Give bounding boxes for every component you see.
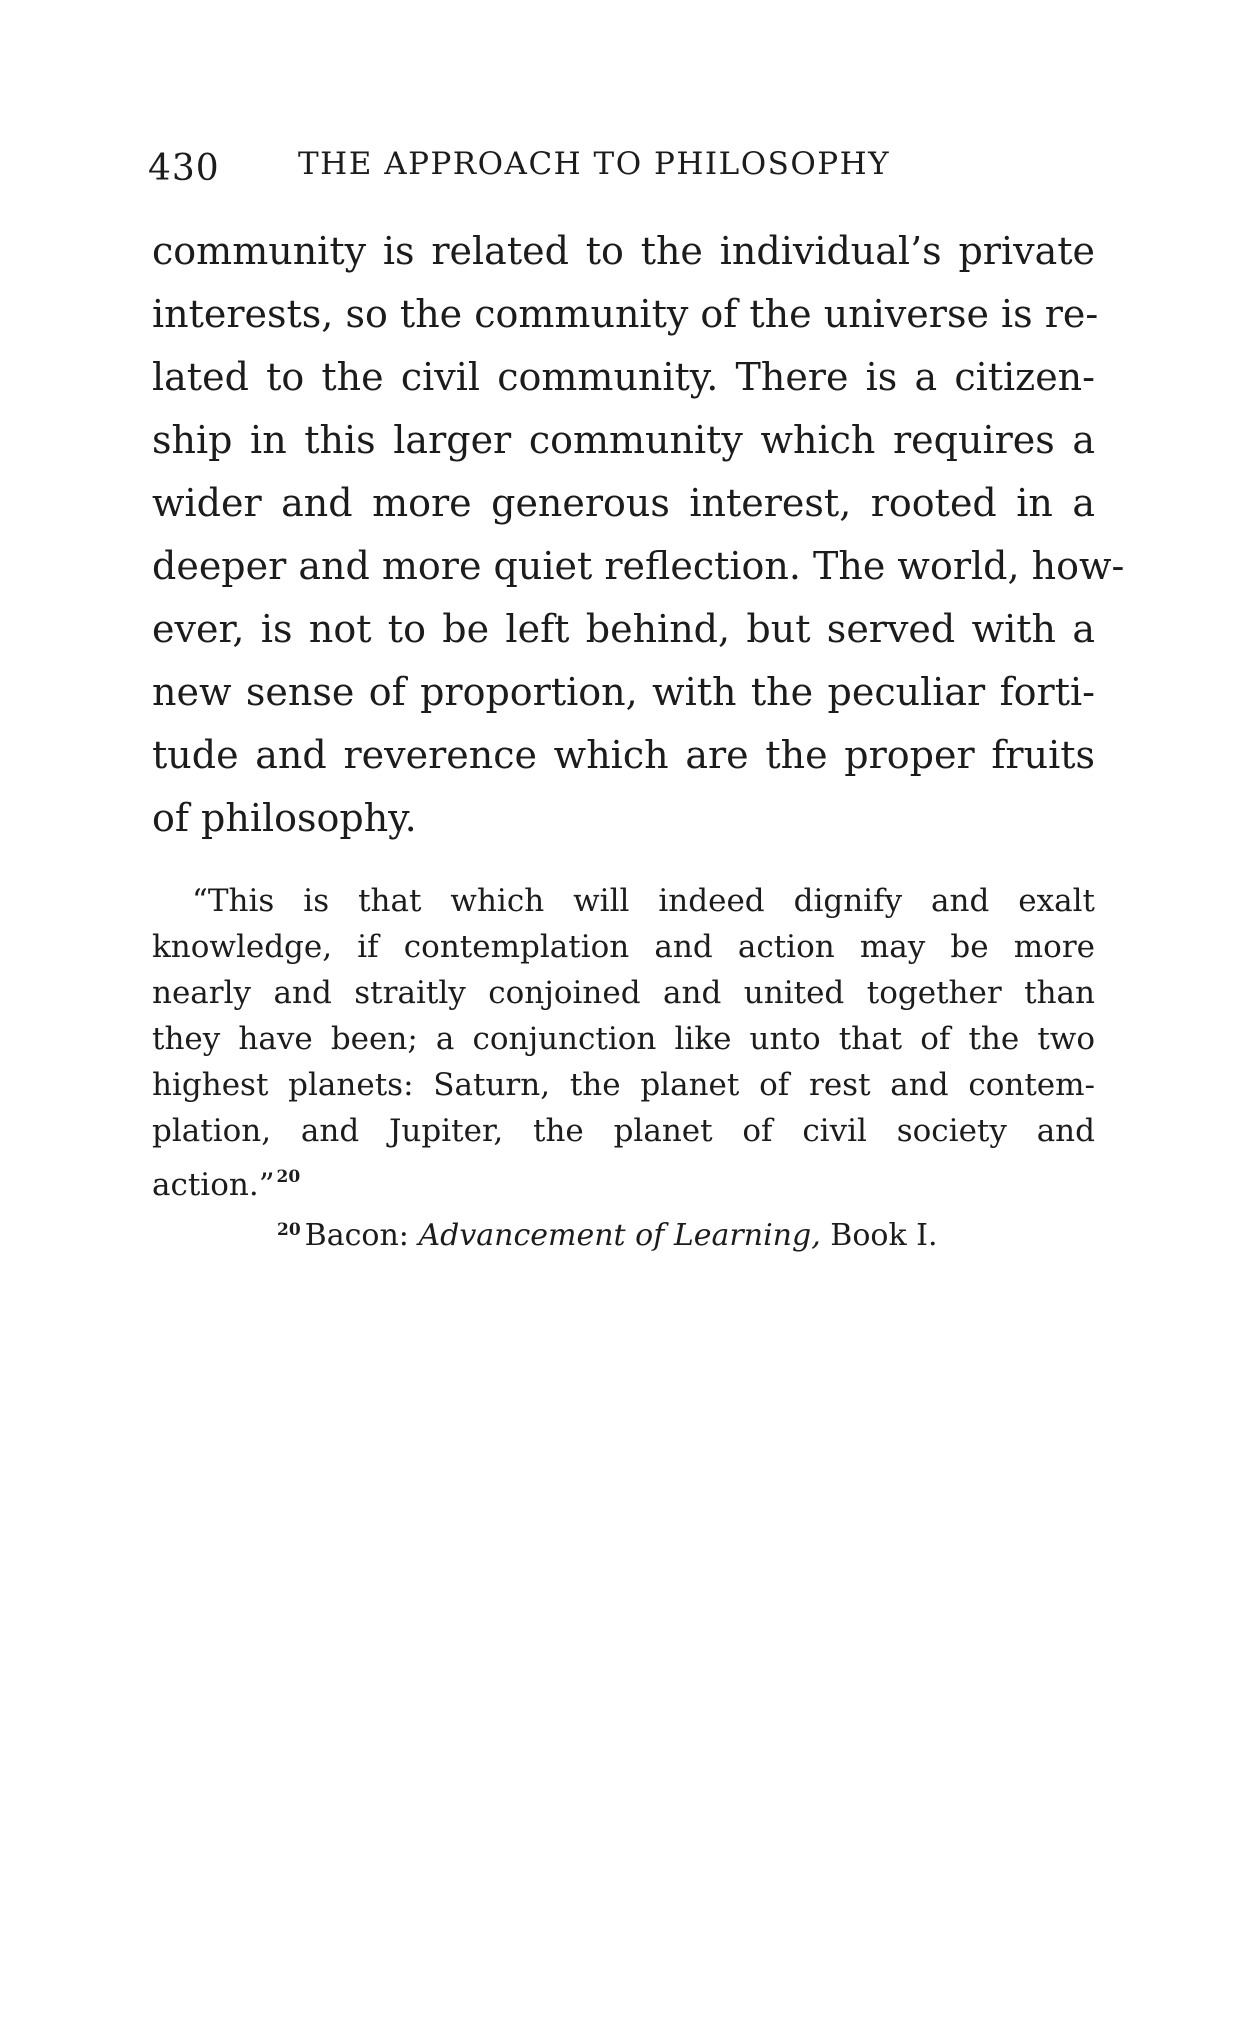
footnote-reference: 20 xyxy=(276,1167,301,1187)
footnote-author: Bacon: xyxy=(304,1218,409,1253)
body-line: ship in this larger community which requires a xyxy=(152,418,1095,462)
body-line: ever, is not to be left behind, but served with a xyxy=(152,607,1095,651)
quote-line: they have been; a conjunction like unto that of the two xyxy=(152,1021,1095,1057)
page-number: 430 xyxy=(148,148,220,189)
running-title: THE APPROACH TO PHILOSOPHY xyxy=(298,146,891,182)
body-line: of philosophy. xyxy=(152,796,417,840)
quote-line: knowledge, if contemplation and action may be more xyxy=(152,929,1095,965)
body-line: community is related to the individual’s private xyxy=(152,229,1095,273)
body-line: interests, so the community of the universe is re- xyxy=(152,292,1099,336)
footnote xyxy=(277,1218,938,1253)
quote-line-text: action.” xyxy=(152,1167,275,1203)
footnote-marker: 20 xyxy=(277,1220,301,1240)
footnote-location: Book I. xyxy=(830,1218,938,1253)
body-line: new sense of proportion, with the peculiar forti- xyxy=(152,670,1095,714)
footnote-work-title: Advancement of Learning, xyxy=(418,1218,821,1253)
quote-line: highest planets: Saturn, the planet of rest and contem- xyxy=(152,1067,1095,1103)
block-quote xyxy=(152,878,1095,1203)
body-line: deeper and more quiet reflection. The world, how- xyxy=(152,544,1125,588)
body-line: wider and more generous interest, rooted in a xyxy=(152,481,1095,525)
running-head xyxy=(148,140,1088,190)
quote-line: “This is that which will indeed dignify and exalt xyxy=(192,883,1095,919)
body-paragraph xyxy=(152,220,1125,850)
quote-line: plation, and Jupiter, the planet of civil society and xyxy=(152,1113,1095,1149)
body-line: tude and reverence which are the proper fruits xyxy=(152,733,1095,777)
quote-line: nearly and straitly conjoined and united together than xyxy=(152,975,1095,1011)
body-line: lated to the civil community. There is a citizen- xyxy=(152,355,1095,399)
quote-line-last xyxy=(152,1154,1095,1203)
